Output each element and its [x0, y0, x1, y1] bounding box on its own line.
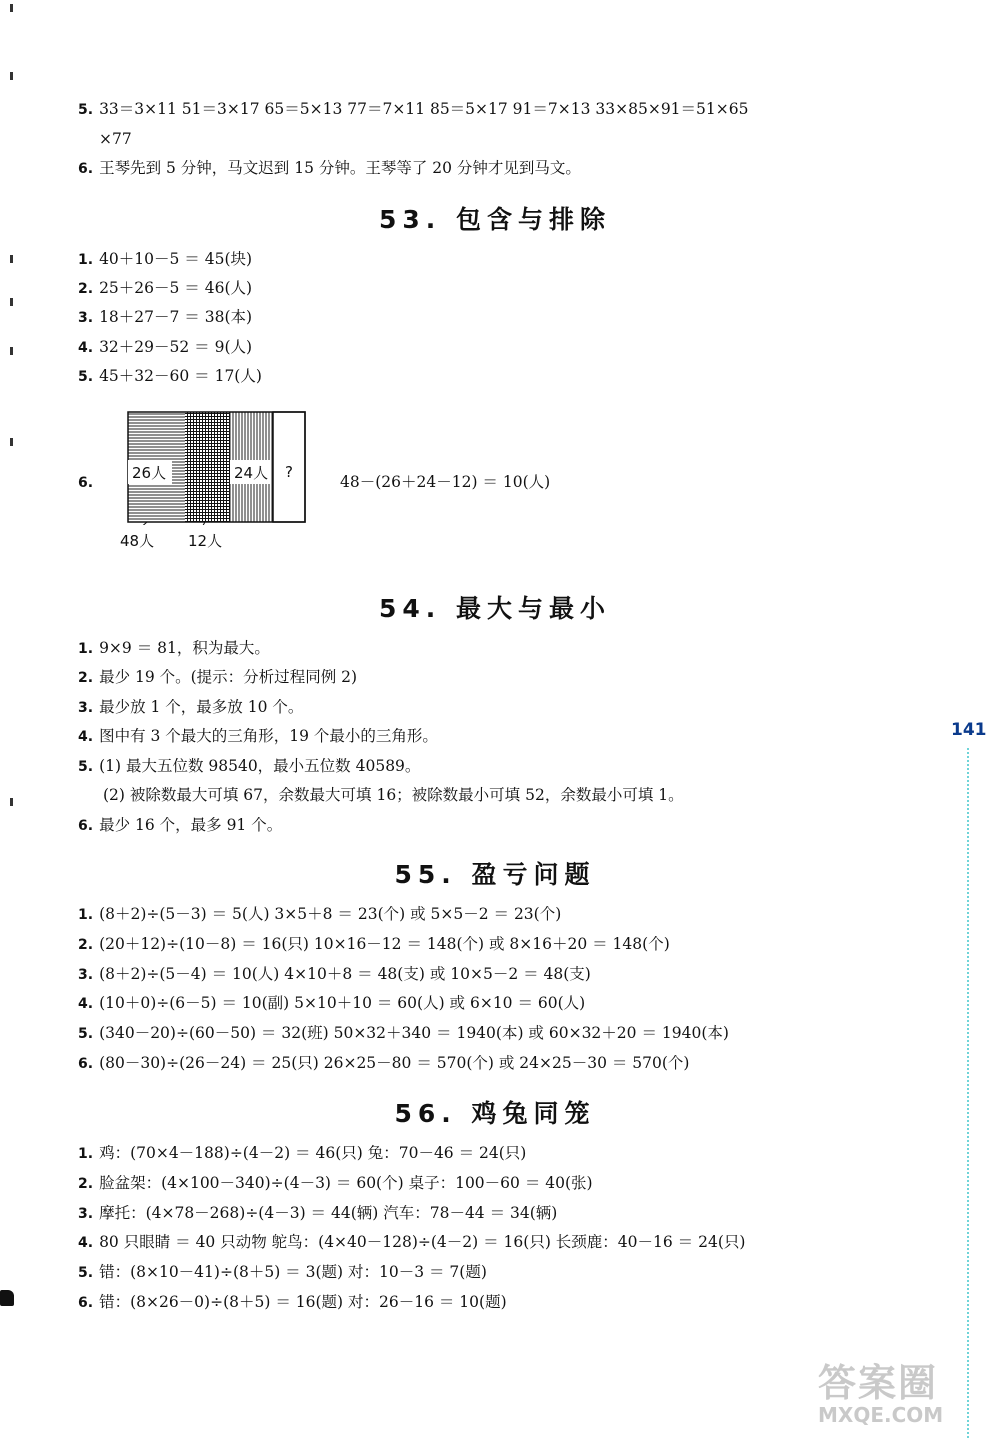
answer-text: 最少 19 个。(提示：分析过程同例 2) — [99, 668, 358, 686]
s53-item — [78, 365, 262, 388]
s56-item — [78, 1291, 507, 1314]
s55-item — [78, 903, 561, 926]
answer-text: (10＋0)÷(6－5) ＝ 10(副) 5×10＋10 ＝ 60(人) 或 6×10 ＝ 60(人) — [99, 994, 586, 1012]
margin-dotted-rule — [967, 748, 969, 1438]
question-number: 3. — [78, 310, 94, 326]
scan-mark — [10, 438, 13, 446]
q6-top — [78, 157, 581, 180]
question-number: 1. — [78, 907, 94, 923]
s53-item — [78, 306, 252, 329]
question-number: 4. — [78, 340, 94, 356]
binding-shadow — [0, 1290, 14, 1306]
section-55-title: 55. 盈亏问题 — [394, 860, 596, 889]
answer-text: 摩托：(4×78－268)÷(4－3) ＝ 44(辆) 汽车：78－44 ＝ 34(辆) — [99, 1204, 558, 1222]
s54-item — [78, 637, 270, 660]
question-number: 2. — [78, 281, 94, 297]
answer-text: (1) 最大五位数 98540，最小五位数 40589。 — [99, 757, 421, 775]
s56-item — [78, 1261, 487, 1284]
scan-mark — [10, 347, 13, 355]
scan-mark — [10, 298, 13, 306]
answer-text: (8＋2)÷(5－4) ＝ 10(人) 4×10＋8 ＝ 48(支) 或 10×5－2 ＝ 48(支) — [99, 965, 591, 983]
question-number: 6. — [78, 475, 94, 491]
answer-text: (80－30)÷(26－24) ＝ 25(只) 26×25－80 ＝ 570(个) 或 24×25－30 ＝ 570(个) — [99, 1054, 690, 1072]
set-diagram — [127, 410, 307, 525]
s54-item — [78, 725, 438, 748]
question-number: 3. — [78, 967, 94, 983]
region-overlap-12 — [185, 412, 230, 522]
answer-text: 错：(8×10－41)÷(8＋5) ＝ 3(题) 对：10－3 ＝ 7(题) — [99, 1263, 487, 1281]
answer-text: 9×9 ＝ 81，积为最大。 — [99, 639, 270, 657]
q6-text: 王琴先到 5 分钟，马文迟到 15 分钟。王琴等了 20 分钟才见到马文。 — [99, 159, 581, 177]
answer-text: (8＋2)÷(5－3) ＝ 5(人) 3×5＋8 ＝ 23(个) 或 5×5－2 ＝ 23(个) — [99, 905, 562, 923]
question-number: 5. — [78, 102, 94, 118]
s55-item — [78, 1052, 689, 1075]
answer-text: 80 只眼睛 ＝ 40 只动物 鸵鸟：(4×40－128)÷(4－2) ＝ 16(只) 长颈鹿：40－16 ＝ 24(只) — [99, 1233, 746, 1251]
s53-item-6 — [78, 471, 99, 494]
s55-item — [78, 933, 670, 956]
question-number: 1. — [78, 1146, 94, 1162]
label-24: 24人 — [234, 464, 269, 482]
s54-q5-part2: (2) 被除数最大可填 67，余数最大可填 16；被除数最小可填 52，余数最小可填 1。 — [103, 786, 684, 804]
answer-text: (340－20)÷(60－50) ＝ 32(班) 50×32＋340 ＝ 1940(本) 或 60×32＋20 ＝ 1940(本) — [99, 1024, 729, 1042]
s55-item — [78, 963, 591, 986]
s56-item — [78, 1142, 526, 1165]
s54-item — [78, 696, 303, 719]
s54-item — [78, 666, 357, 689]
answer-text: 鸡：(70×4－188)÷(4－2) ＝ 46(只) 兔：70－46 ＝ 24(只) — [99, 1144, 527, 1162]
question-number: 5. — [78, 1265, 94, 1281]
question-number: 1. — [78, 252, 94, 268]
s53-item — [78, 277, 252, 300]
answer-text: 脸盆架：(4×100－340)÷(4－3) ＝ 60(个) 桌子：100－60 ＝ 40(张) — [99, 1174, 593, 1192]
s53-item — [78, 336, 252, 359]
s56-item — [78, 1231, 745, 1254]
answer-text: 最少 16 个，最多 91 个。 — [99, 816, 283, 834]
answer-text: 18＋27－7 ＝ 38(本) — [99, 308, 253, 326]
q5-text-line1: 33＝3×11 51＝3×17 65＝5×13 77＝7×11 85＝5×17 91＝7×13 33×85×91＝51×65 — [99, 100, 749, 118]
question-number: 2. — [78, 937, 94, 953]
s53-item — [78, 248, 252, 271]
scan-mark — [10, 255, 13, 263]
label-26: 26人 — [132, 464, 167, 482]
label-12: 12人 — [188, 532, 223, 550]
s53-q6-answer: 48－(26＋24－12) ＝ 10(人) — [340, 473, 551, 491]
question-number: 2. — [78, 1176, 94, 1192]
watermark-logo-text: 答案圈 — [818, 1361, 939, 1405]
scan-mark — [10, 72, 13, 80]
question-number: 6. — [78, 1056, 94, 1072]
question-number: 5. — [78, 369, 94, 385]
section-56-title: 56. 鸡兔同笼 — [394, 1099, 596, 1128]
watermark — [818, 1352, 993, 1437]
question-number: 4. — [78, 996, 94, 1012]
watermark-url: MXQE.COM — [818, 1403, 944, 1427]
question-number: 6. — [78, 1295, 94, 1311]
answer-text: 25＋26－5 ＝ 46(人) — [99, 279, 253, 297]
s55-item — [78, 992, 585, 1015]
section-53-title: 53. 包含与排除 — [379, 205, 611, 234]
s55-item — [78, 1022, 729, 1045]
q5-top — [78, 98, 748, 121]
label-48: 48人 — [120, 532, 155, 550]
answer-text: 45＋32－60 ＝ 17(人) — [99, 367, 262, 385]
s56-item — [78, 1172, 593, 1195]
label-unknown: ? — [285, 463, 293, 481]
question-number: 5. — [78, 1026, 94, 1042]
section-54-title: 54. 最大与最小 — [379, 594, 611, 623]
question-number: 6. — [78, 818, 94, 834]
answer-text: 32＋29－52 ＝ 9(人) — [99, 338, 253, 356]
question-number: 4. — [78, 1235, 94, 1251]
question-number: 3. — [78, 1206, 94, 1222]
page-number: 141 — [951, 720, 987, 740]
question-number: 5. — [78, 759, 94, 775]
scan-mark — [10, 798, 13, 806]
s54-item — [78, 755, 420, 778]
s54-item — [78, 814, 282, 837]
answer-text: 40＋10－5 ＝ 45(块) — [99, 250, 253, 268]
answer-text: 最少放 1 个，最多放 10 个。 — [99, 698, 304, 716]
answer-text: (20＋12)÷(10－8) ＝ 16(只) 10×16－12 ＝ 148(个) 或 8×16＋20 ＝ 148(个) — [99, 935, 670, 953]
question-number: 1. — [78, 641, 94, 657]
s56-item — [78, 1202, 557, 1225]
question-number: 3. — [78, 700, 94, 716]
answer-text: 错：(8×26－0)÷(8＋5) ＝ 16(题) 对：26－16 ＝ 10(题) — [99, 1293, 507, 1311]
scan-mark — [10, 4, 13, 12]
answer-text: 图中有 3 个最大的三角形，19 个最小的三角形。 — [99, 727, 438, 745]
question-number: 4. — [78, 729, 94, 745]
question-number: 6. — [78, 161, 94, 177]
question-number: 2. — [78, 670, 94, 686]
q5-text-line2: ×77 — [99, 130, 132, 148]
